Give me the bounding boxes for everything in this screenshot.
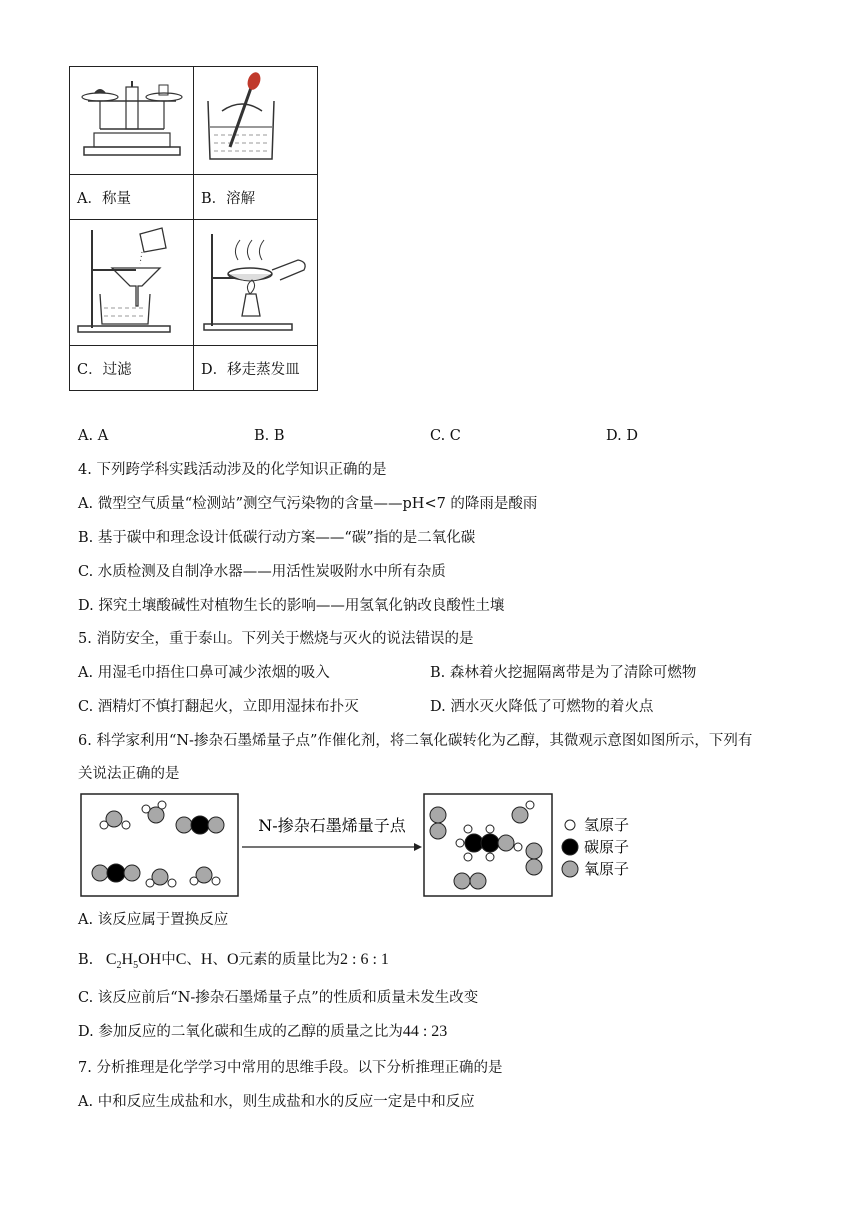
q3-option-b: B. B <box>254 428 285 444</box>
q6-option-d <box>78 1022 447 1042</box>
q6-option-a: A. 该反应属于置换反应 <box>78 912 229 928</box>
legend-hydrogen: 氢原子 <box>584 816 630 834</box>
q3-option-d: D. D <box>606 428 638 444</box>
q4-stem: 4. 下列跨学科实践活动涉及的化学知识正确的是 <box>78 462 387 478</box>
filtration-cell <box>70 220 194 346</box>
q6-option-b: B. $C_2H_5OH$中C、H、O元素的质量比为2 : 6 : 1 <box>78 951 389 972</box>
product-molecules <box>430 801 542 889</box>
q6-option-d-text: D. 参加反应的二氧化碳和生成的乙醇的质量之比为 <box>78 1024 403 1040</box>
option-d-label: D．移走蒸发皿 <box>194 346 318 391</box>
apparatus-table <box>69 66 318 391</box>
legend-carbon: 碳原子 <box>584 838 630 856</box>
q3-option-c: C. C <box>430 428 461 444</box>
q4-option-a: A. 微型空气质量“检测站”测空气污染物的含量——pH<7 的降雨是酸雨 <box>78 496 538 512</box>
balance-cell <box>70 67 194 175</box>
q6-option-c: C. 该反应前后“N-掺杂石墨烯量子点”的性质和质量未发生改变 <box>78 990 479 1006</box>
q4-option-d: D. 探究土壤酸碱性对植物生长的影响——用氢氧化钠改良酸性土壤 <box>78 598 505 614</box>
reactant-molecules <box>92 801 224 887</box>
reaction-diagram <box>80 793 650 899</box>
balance-scale-icon <box>70 67 193 170</box>
q7-stem: 7. 分析推理是化学学习中常用的思维手段。以下分析推理正确的是 <box>78 1060 503 1076</box>
q7-option-a: A. 中和反应生成盐和水，则生成盐和水的反应一定是中和反应 <box>78 1094 475 1110</box>
q5-option-d: D. 洒水灭火降低了可燃物的着火点 <box>430 699 654 715</box>
q6-option-b-prefix: B. <box>78 952 94 968</box>
q5-option-a: A. 用湿毛巾捂住口鼻可减少浓烟的吸入 <box>78 665 330 681</box>
q4-option-b: B. 基于碳中和理念设计低碳行动方案——“碳”指的是二氧化碳 <box>78 530 476 546</box>
q6-stem-line1: 6. 科学家利用“N-掺杂石墨烯量子点”作催化剂，将二氧化碳转化为乙醇，其微观示意图如图所示，下列有 <box>78 733 753 749</box>
element-o: O <box>226 951 239 968</box>
option-a-label: A．称量 <box>70 175 194 220</box>
q6-option-d-ratio: 44 : 23 <box>402 1023 448 1040</box>
q3-option-a: A. A <box>78 428 109 444</box>
legend-oxygen: 氧原子 <box>584 860 630 878</box>
q4-option-c: C. 水质检测及自制净水器——用活性炭吸附水中所有杂质 <box>78 564 446 580</box>
q6-stem-line2: 关说法正确的是 <box>78 766 180 782</box>
mass-ratio: 2 : 6 : 1 <box>340 951 389 968</box>
q5-option-c: C. 酒精灯不慎打翻起火，立即用湿抹布扑灭 <box>78 699 359 715</box>
q6-option-b-zhong: 中 <box>161 952 176 968</box>
q6-option-b-text: 元素的质量比为 <box>238 952 341 968</box>
evaporation-cell <box>194 220 318 346</box>
option-b-label: B．溶解 <box>194 175 318 220</box>
evaporating-dish-icon <box>194 220 317 341</box>
carbon-legend-icon <box>562 839 578 855</box>
catalyst-label: N-掺杂石墨烯量子点 <box>258 816 406 835</box>
ethanol-formula: $C_2H_5OH$ <box>105 951 162 972</box>
oxygen-legend-icon <box>562 861 578 877</box>
beaker-dropper-icon <box>194 67 317 170</box>
element-c: C <box>175 951 187 968</box>
q5-stem: 5. 消防安全，重于泰山。下列关于燃烧与灭火的说法错误的是 <box>78 631 474 647</box>
q5-option-b: B. 森林着火挖掘隔离带是为了清除可燃物 <box>430 665 697 681</box>
dissolve-cell <box>194 67 318 175</box>
hydrogen-legend-icon <box>565 820 575 830</box>
legend <box>562 816 629 878</box>
filtration-funnel-icon <box>70 220 193 341</box>
element-h: H <box>200 951 213 968</box>
option-c-label: C．过滤 <box>70 346 194 391</box>
